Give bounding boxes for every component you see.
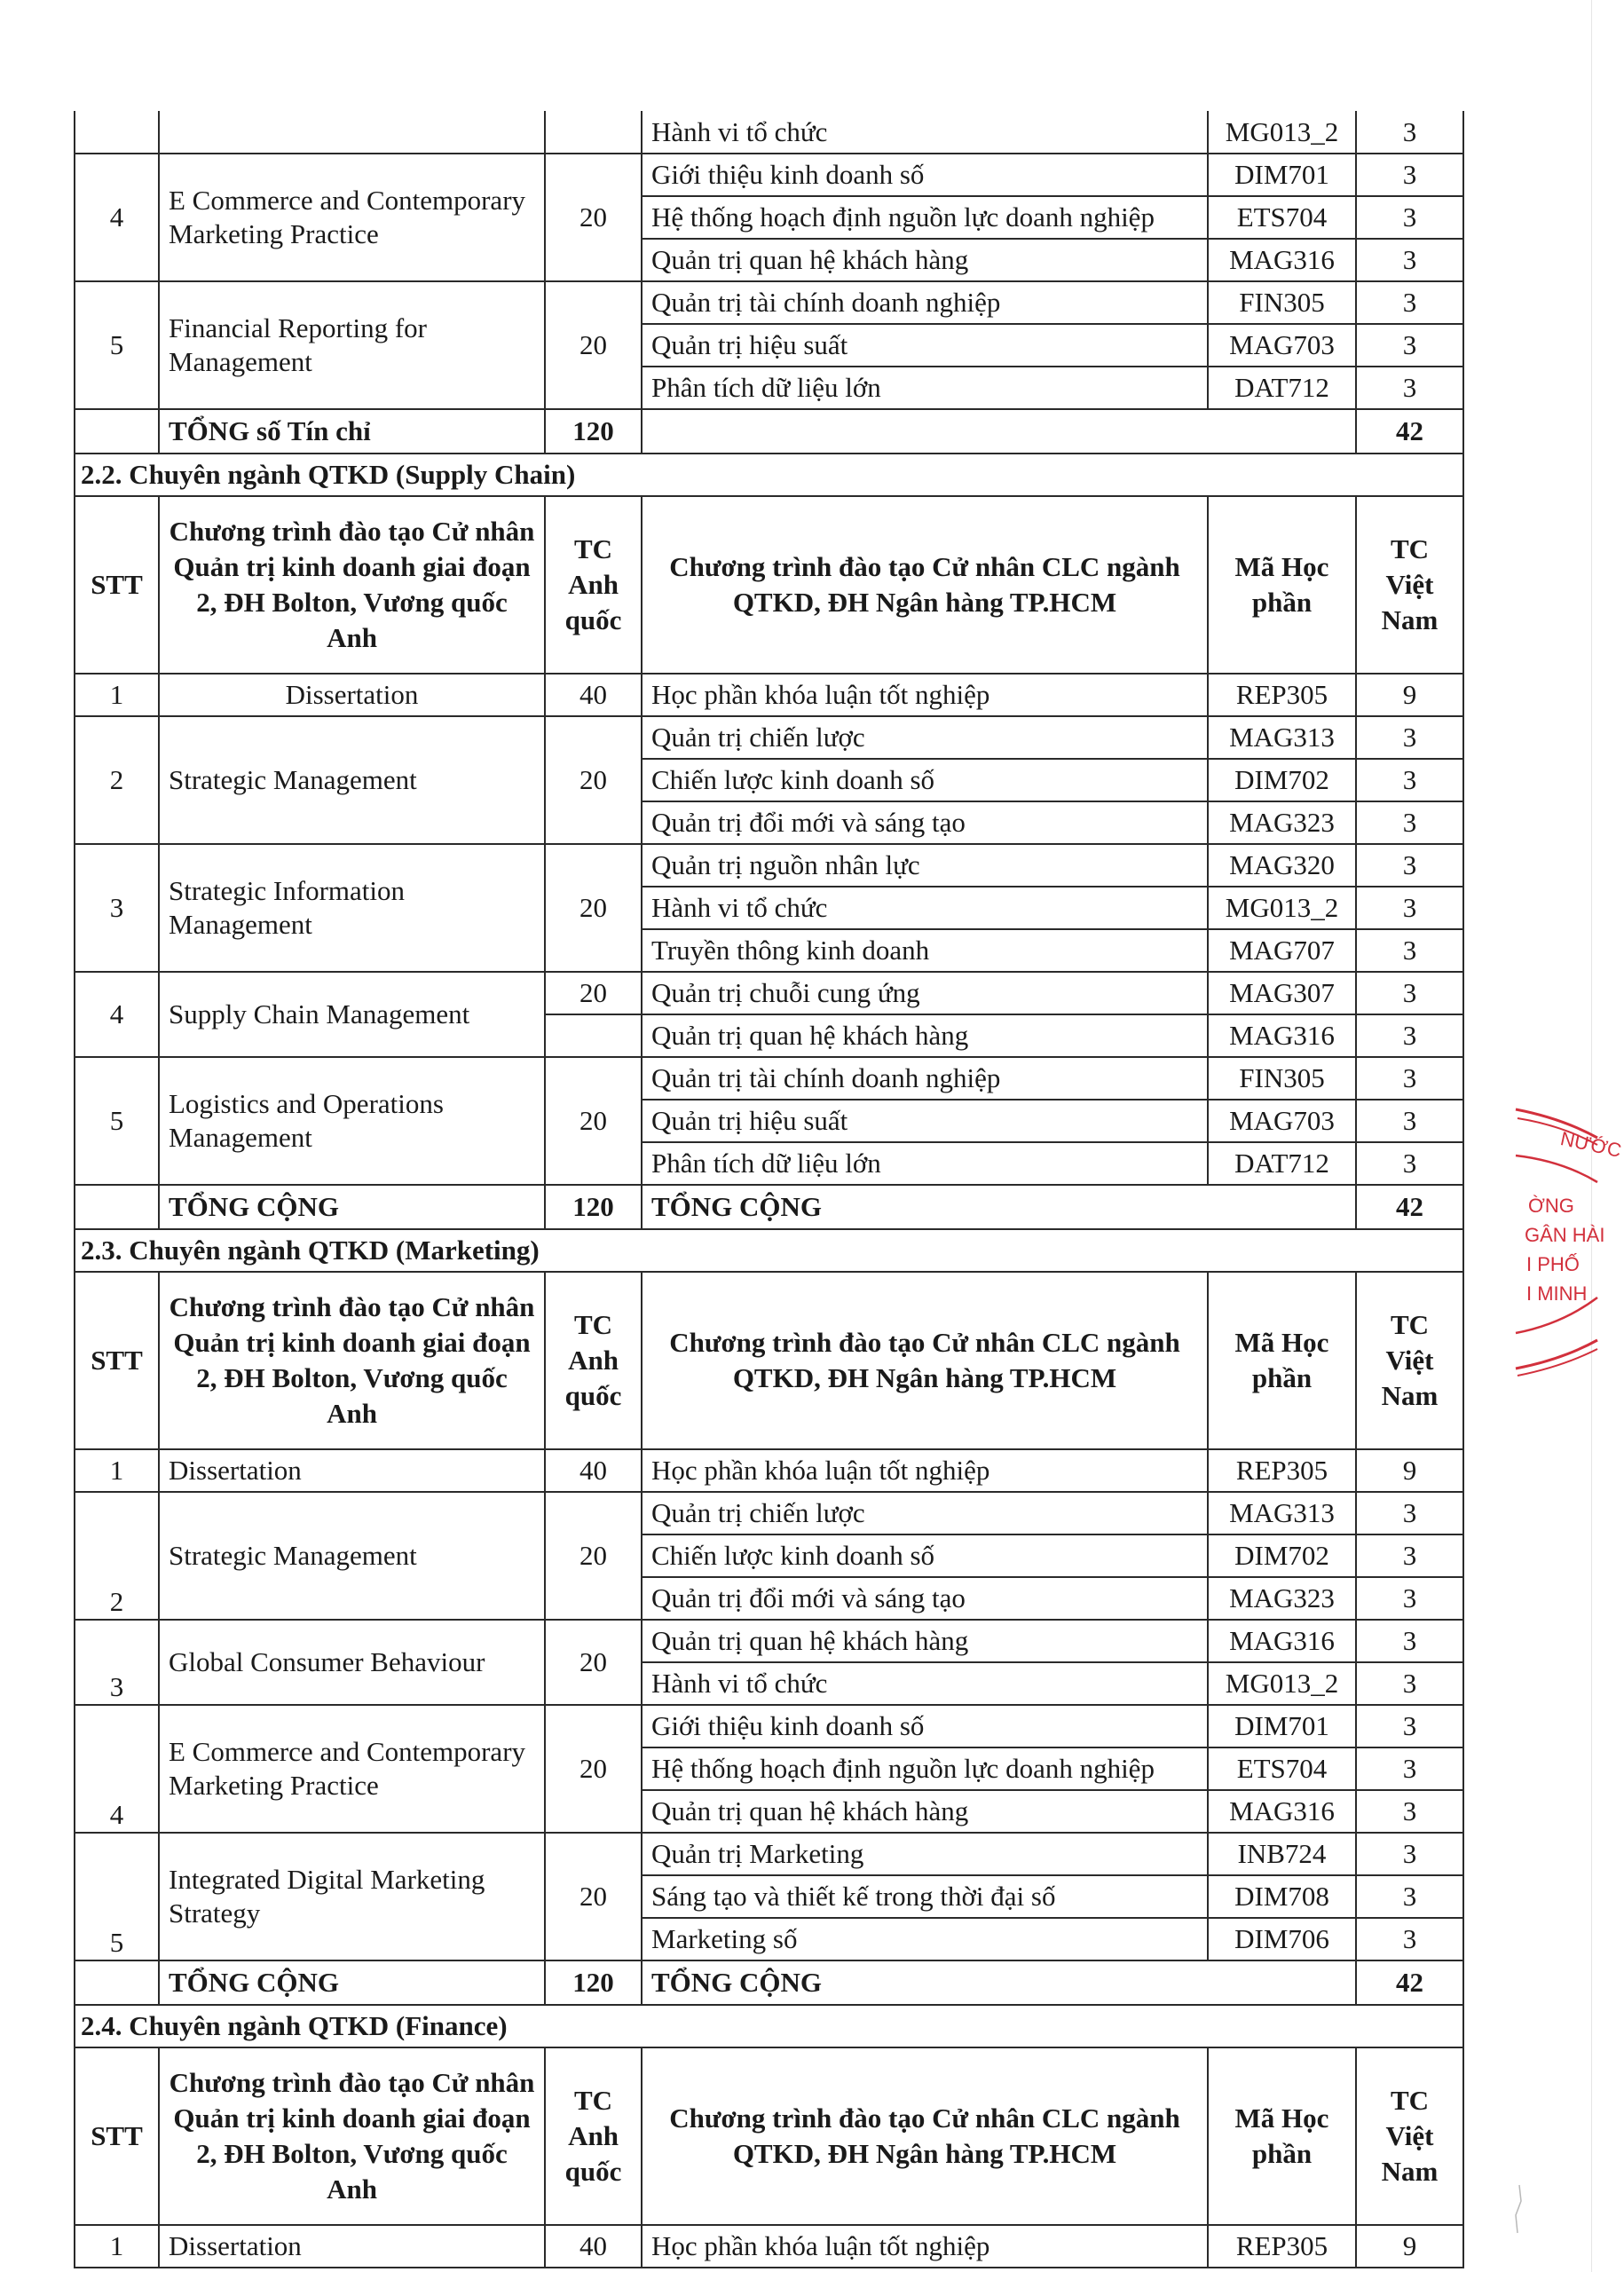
vn-credits-cell: 9 xyxy=(1356,1449,1463,1492)
vn-course-name-cell: Marketing số xyxy=(642,1918,1208,1960)
vn-course-name-cell: Hành vi tổ chức xyxy=(642,111,1208,154)
vn-credits-cell: 3 xyxy=(1356,716,1463,759)
uk-credits-cell: 20 xyxy=(545,281,642,409)
course-code-cell: MG013_2 xyxy=(1208,1662,1356,1705)
uk-module-cell xyxy=(159,111,545,154)
total-uk-credits: 120 xyxy=(545,1960,642,2005)
section-title: 2.3. Chuyên ngành QTKD (Marketing) xyxy=(75,1229,1463,1272)
uk-module-cell: Global Consumer Behaviour xyxy=(159,1620,545,1705)
table-row xyxy=(75,1620,1463,1662)
vn-course-name-cell: Học phần khóa luận tốt nghiệp xyxy=(642,674,1208,716)
vn-credits-cell: 3 xyxy=(1356,1534,1463,1577)
vn-course-name-cell: Quản trị quan hệ khách hàng xyxy=(642,239,1208,281)
vn-course-name-cell: Quản trị quan hệ khách hàng xyxy=(642,1790,1208,1833)
uk-module-cell: Strategic Information Management xyxy=(159,844,545,972)
vn-credits-cell: 3 xyxy=(1356,1747,1463,1790)
course-code-cell: FIN305 xyxy=(1208,281,1356,324)
total-vn-credits: 42 xyxy=(1356,1185,1463,1229)
header-stt: STT xyxy=(75,496,159,674)
vn-course-name-cell: Học phần khóa luận tốt nghiệp xyxy=(642,2225,1208,2268)
header-uk-credits: TC Anh quốc xyxy=(545,496,642,674)
uk-module-cell: E Commerce and Contemporary Marketing Practice xyxy=(159,154,545,281)
total-uk-credits: 120 xyxy=(545,1185,642,1229)
vn-credits-cell: 3 xyxy=(1356,1790,1463,1833)
stt-cell: 4 xyxy=(75,154,159,281)
stamp-text: I PHỐ xyxy=(1526,1253,1580,1275)
vn-credits-cell: 3 xyxy=(1356,1492,1463,1534)
table-row xyxy=(75,1833,1463,1875)
vn-course-name-cell: Quản trị nguồn nhân lực xyxy=(642,844,1208,887)
vn-course-name-cell: Quản trị tài chính doanh nghiệp xyxy=(642,281,1208,324)
table-header-row xyxy=(75,2047,1463,2225)
table-header-row xyxy=(75,496,1463,674)
stamp-text: ỜNG xyxy=(1528,1195,1574,1217)
course-code-cell: DIM701 xyxy=(1208,1705,1356,1747)
curriculum-table xyxy=(74,111,1464,2268)
course-code-cell: REP305 xyxy=(1208,1449,1356,1492)
stt-cell: 2 xyxy=(75,1492,159,1620)
header-course-code: Mã Học phần xyxy=(1208,2047,1356,2225)
stt-cell: 5 xyxy=(75,1833,159,1960)
vn-course-name-cell: Quản trị tài chính doanh nghiệp xyxy=(642,1057,1208,1100)
course-code-cell: REP305 xyxy=(1208,2225,1356,2268)
course-code-cell: MAG703 xyxy=(1208,324,1356,367)
course-code-cell: MAG323 xyxy=(1208,1577,1356,1620)
vn-credits-cell: 3 xyxy=(1356,1014,1463,1057)
vn-course-name-cell: Quản trị chuỗi cung ứng xyxy=(642,972,1208,1014)
table-header-row xyxy=(75,1272,1463,1449)
uk-module-cell: E Commerce and Contemporary Marketing Practice xyxy=(159,1705,545,1833)
stamp-text: NƯỚC xyxy=(1558,1127,1624,1162)
uk-credits-cell: 20 xyxy=(545,154,642,281)
uk-credits-cell: 20 xyxy=(545,1492,642,1620)
course-code-cell: REP305 xyxy=(1208,674,1356,716)
uk-module-cell: Strategic Management xyxy=(159,716,545,844)
vn-credits-cell: 3 xyxy=(1356,1833,1463,1875)
stt-cell: 1 xyxy=(75,674,159,716)
total-vn-label: TỔNG CỘNG xyxy=(642,1185,1356,1229)
header-vn-program: Chương trình đào tạo Cử nhân CLC ngành QTKD, ĐH Ngân hàng TP.HCM xyxy=(642,1272,1208,1449)
stt-cell: 3 xyxy=(75,844,159,972)
course-code-cell: MAG323 xyxy=(1208,801,1356,844)
section-title: 2.2. Chuyên ngành QTKD (Supply Chain) xyxy=(75,454,1463,496)
uk-module-cell: Dissertation xyxy=(159,674,545,716)
header-uk-credits: TC Anh quốc xyxy=(545,1272,642,1449)
vn-credits-cell: 3 xyxy=(1356,1577,1463,1620)
header-vn-credits: TC Việt Nam xyxy=(1356,2047,1463,2225)
course-code-cell: MAG320 xyxy=(1208,844,1356,887)
total-empty-cell xyxy=(75,1185,159,1229)
vn-credits-cell: 3 xyxy=(1356,281,1463,324)
header-vn-program: Chương trình đào tạo Cử nhân CLC ngành QTKD, ĐH Ngân hàng TP.HCM xyxy=(642,2047,1208,2225)
vn-credits-cell: 3 xyxy=(1356,154,1463,196)
vn-course-name-cell: Quản trị quan hệ khách hàng xyxy=(642,1620,1208,1662)
course-code-cell: DIM701 xyxy=(1208,154,1356,196)
course-code-cell: ETS704 xyxy=(1208,196,1356,239)
vn-course-name-cell: Hành vi tổ chức xyxy=(642,1662,1208,1705)
course-code-cell: DIM702 xyxy=(1208,759,1356,801)
header-stt: STT xyxy=(75,1272,159,1449)
vn-credits-cell: 3 xyxy=(1356,1142,1463,1185)
table-row xyxy=(75,972,1463,1014)
uk-module-cell: Financial Reporting for Management xyxy=(159,281,545,409)
course-code-cell: MAG316 xyxy=(1208,1790,1356,1833)
course-code-cell: MAG313 xyxy=(1208,1492,1356,1534)
uk-credits-cell: 20 xyxy=(545,716,642,844)
total-label: TỔNG số Tín chỉ xyxy=(159,409,545,454)
table-row xyxy=(75,1057,1463,1100)
vn-credits-cell: 3 xyxy=(1356,239,1463,281)
table-row xyxy=(75,111,1463,154)
stamp-text: I MINH xyxy=(1526,1282,1588,1305)
vn-course-name-cell: Sáng tạo và thiết kế trong thời đại số xyxy=(642,1875,1208,1918)
stt-cell: 1 xyxy=(75,1449,159,1492)
vn-course-name-cell: Quản trị chiến lược xyxy=(642,716,1208,759)
header-course-code: Mã Học phần xyxy=(1208,1272,1356,1449)
course-code-cell: MAG316 xyxy=(1208,1014,1356,1057)
vn-course-name-cell: Quản trị Marketing xyxy=(642,1833,1208,1875)
uk-module-cell: Supply Chain Management xyxy=(159,972,545,1057)
header-stt: STT xyxy=(75,2047,159,2225)
stt-cell: 4 xyxy=(75,1705,159,1833)
section-title-row xyxy=(75,454,1463,496)
total-uk-credits: 120 xyxy=(545,409,642,454)
course-code-cell: DAT712 xyxy=(1208,1142,1356,1185)
table-row xyxy=(75,1449,1463,1492)
vn-credits-cell: 3 xyxy=(1356,1100,1463,1142)
course-code-cell: DIM708 xyxy=(1208,1875,1356,1918)
vn-credits-cell: 3 xyxy=(1356,759,1463,801)
uk-module-cell: Strategic Management xyxy=(159,1492,545,1620)
header-uk-program: Chương trình đào tạo Cử nhân Quản trị kinh doanh giai đoạn 2, ĐH Bolton, Vương quốc Anh xyxy=(159,1272,545,1449)
uk-credits-cell: 20 xyxy=(545,972,642,1014)
course-code-cell: DAT712 xyxy=(1208,367,1356,409)
total-row xyxy=(75,1185,1463,1229)
stt-cell: 3 xyxy=(75,1620,159,1705)
header-vn-credits: TC Việt Nam xyxy=(1356,1272,1463,1449)
header-uk-program: Chương trình đào tạo Cử nhân Quản trị kinh doanh giai đoạn 2, ĐH Bolton, Vương quốc Anh xyxy=(159,2047,545,2225)
header-vn-program: Chương trình đào tạo Cử nhân CLC ngành QTKD, ĐH Ngân hàng TP.HCM xyxy=(642,496,1208,674)
vn-credits-cell: 3 xyxy=(1356,1918,1463,1960)
vn-course-name-cell: Quản trị đổi mới và sáng tạo xyxy=(642,801,1208,844)
uk-module-cell: Integrated Digital Marketing Strategy xyxy=(159,1833,545,1960)
uk-credits-cell: 40 xyxy=(545,1449,642,1492)
total-empty-cell xyxy=(75,409,159,454)
stt-cell: 5 xyxy=(75,281,159,409)
course-code-cell: MAG316 xyxy=(1208,1620,1356,1662)
course-code-cell: ETS704 xyxy=(1208,1747,1356,1790)
uk-module-cell: Logistics and Operations Management xyxy=(159,1057,545,1185)
course-code-cell: MAG316 xyxy=(1208,239,1356,281)
total-label: TỔNG CỘNG xyxy=(159,1185,545,1229)
course-code-cell: MAG307 xyxy=(1208,972,1356,1014)
vn-course-name-cell: Phân tích dữ liệu lớn xyxy=(642,1142,1208,1185)
table-row xyxy=(75,2225,1463,2268)
total-empty-cell xyxy=(75,1960,159,2005)
vn-credits-cell: 3 xyxy=(1356,972,1463,1014)
vn-credits-cell: 3 xyxy=(1356,929,1463,972)
vn-credits-cell: 9 xyxy=(1356,2225,1463,2268)
section-title: 2.4. Chuyên ngành QTKD (Finance) xyxy=(75,2005,1463,2047)
total-vn-label: TỔNG CỘNG xyxy=(642,1960,1356,2005)
vn-course-name-cell: Quản trị hiệu suất xyxy=(642,324,1208,367)
uk-credits-cell: 20 xyxy=(545,1057,642,1185)
table-row xyxy=(75,1492,1463,1534)
table-row xyxy=(75,1705,1463,1747)
vn-course-name-cell: Quản trị chiến lược xyxy=(642,1492,1208,1534)
vn-credits-cell: 3 xyxy=(1356,1620,1463,1662)
uk-credits-cell: 20 xyxy=(545,1620,642,1705)
curriculum-document xyxy=(74,111,1462,2268)
course-code-cell: MAG703 xyxy=(1208,1100,1356,1142)
vn-course-name-cell: Hành vi tổ chức xyxy=(642,887,1208,929)
vn-course-name-cell: Quản trị hiệu suất xyxy=(642,1100,1208,1142)
vn-course-name-cell: Quản trị quan hệ khách hàng xyxy=(642,1014,1208,1057)
vn-course-name-cell: Học phần khóa luận tốt nghiệp xyxy=(642,1449,1208,1492)
table-row xyxy=(75,844,1463,887)
vn-course-name-cell: Quản trị đổi mới và sáng tạo xyxy=(642,1577,1208,1620)
total-row xyxy=(75,409,1463,454)
total-vn-credits: 42 xyxy=(1356,1960,1463,2005)
uk-credits-cell: 40 xyxy=(545,2225,642,2268)
vn-credits-cell: 3 xyxy=(1356,1705,1463,1747)
vn-course-name-cell: Phân tích dữ liệu lớn xyxy=(642,367,1208,409)
vn-credits-cell: 3 xyxy=(1356,367,1463,409)
vn-credits-cell: 3 xyxy=(1356,887,1463,929)
vn-course-name-cell: Hệ thống hoạch định nguồn lực doanh nghiệp xyxy=(642,1747,1208,1790)
stt-cell: 2 xyxy=(75,716,159,844)
total-vn-label xyxy=(642,409,1356,454)
uk-module-cell: Dissertation xyxy=(159,1449,545,1492)
stamp-text: GÂN HÀI xyxy=(1525,1224,1605,1246)
course-code-cell: FIN305 xyxy=(1208,1057,1356,1100)
vn-credits-cell: 3 xyxy=(1356,196,1463,239)
uk-credits-cell: 20 xyxy=(545,1833,642,1960)
table-row xyxy=(75,716,1463,759)
vn-course-name-cell: Chiến lược kinh doanh số xyxy=(642,759,1208,801)
table-row xyxy=(75,281,1463,324)
uk-credits-cell: 20 xyxy=(545,1705,642,1833)
table-row xyxy=(75,674,1463,716)
header-uk-credits: TC Anh quốc xyxy=(545,2047,642,2225)
course-code-cell: MG013_2 xyxy=(1208,887,1356,929)
total-label: TỔNG CỘNG xyxy=(159,1960,545,2005)
table-row xyxy=(75,154,1463,196)
section-title-row xyxy=(75,1229,1463,1272)
vn-course-name-cell: Truyền thông kinh doanh xyxy=(642,929,1208,972)
section-title-row xyxy=(75,2005,1463,2047)
course-code-cell: DIM702 xyxy=(1208,1534,1356,1577)
course-code-cell: MAG707 xyxy=(1208,929,1356,972)
stt-cell xyxy=(75,111,159,154)
uk-credits-empty-cell xyxy=(545,1014,642,1057)
course-code-cell: DIM706 xyxy=(1208,1918,1356,1960)
uk-credits-cell xyxy=(545,111,642,154)
total-vn-credits: 42 xyxy=(1356,409,1463,454)
vn-credits-cell: 3 xyxy=(1356,1875,1463,1918)
vn-credits-cell: 3 xyxy=(1356,111,1463,154)
uk-module-cell: Dissertation xyxy=(159,2225,545,2268)
header-course-code: Mã Học phần xyxy=(1208,496,1356,674)
uk-credits-cell: 20 xyxy=(545,844,642,972)
vn-course-name-cell: Chiến lược kinh doanh số xyxy=(642,1534,1208,1577)
signature-mark-icon xyxy=(1509,2183,1526,2236)
official-red-stamp xyxy=(1509,1083,1624,1376)
stt-cell: 4 xyxy=(75,972,159,1057)
total-row xyxy=(75,1960,1463,2005)
vn-credits-cell: 3 xyxy=(1356,844,1463,887)
vn-credits-cell: 9 xyxy=(1356,674,1463,716)
course-code-cell: MAG313 xyxy=(1208,716,1356,759)
header-vn-credits: TC Việt Nam xyxy=(1356,496,1463,674)
stt-cell: 1 xyxy=(75,2225,159,2268)
vn-course-name-cell: Hệ thống hoạch định nguồn lực doanh nghiệp xyxy=(642,196,1208,239)
vn-credits-cell: 3 xyxy=(1356,1057,1463,1100)
uk-credits-cell: 40 xyxy=(545,674,642,716)
vn-course-name-cell: Giới thiệu kinh doanh số xyxy=(642,154,1208,196)
course-code-cell: INB724 xyxy=(1208,1833,1356,1875)
vn-course-name-cell: Giới thiệu kinh doanh số xyxy=(642,1705,1208,1747)
vn-credits-cell: 3 xyxy=(1356,1662,1463,1705)
header-uk-program: Chương trình đào tạo Cử nhân Quản trị kinh doanh giai đoạn 2, ĐH Bolton, Vương quốc Anh xyxy=(159,496,545,674)
vn-credits-cell: 3 xyxy=(1356,801,1463,844)
course-code-cell: MG013_2 xyxy=(1208,111,1356,154)
vn-credits-cell: 3 xyxy=(1356,324,1463,367)
stt-cell: 5 xyxy=(75,1057,159,1185)
